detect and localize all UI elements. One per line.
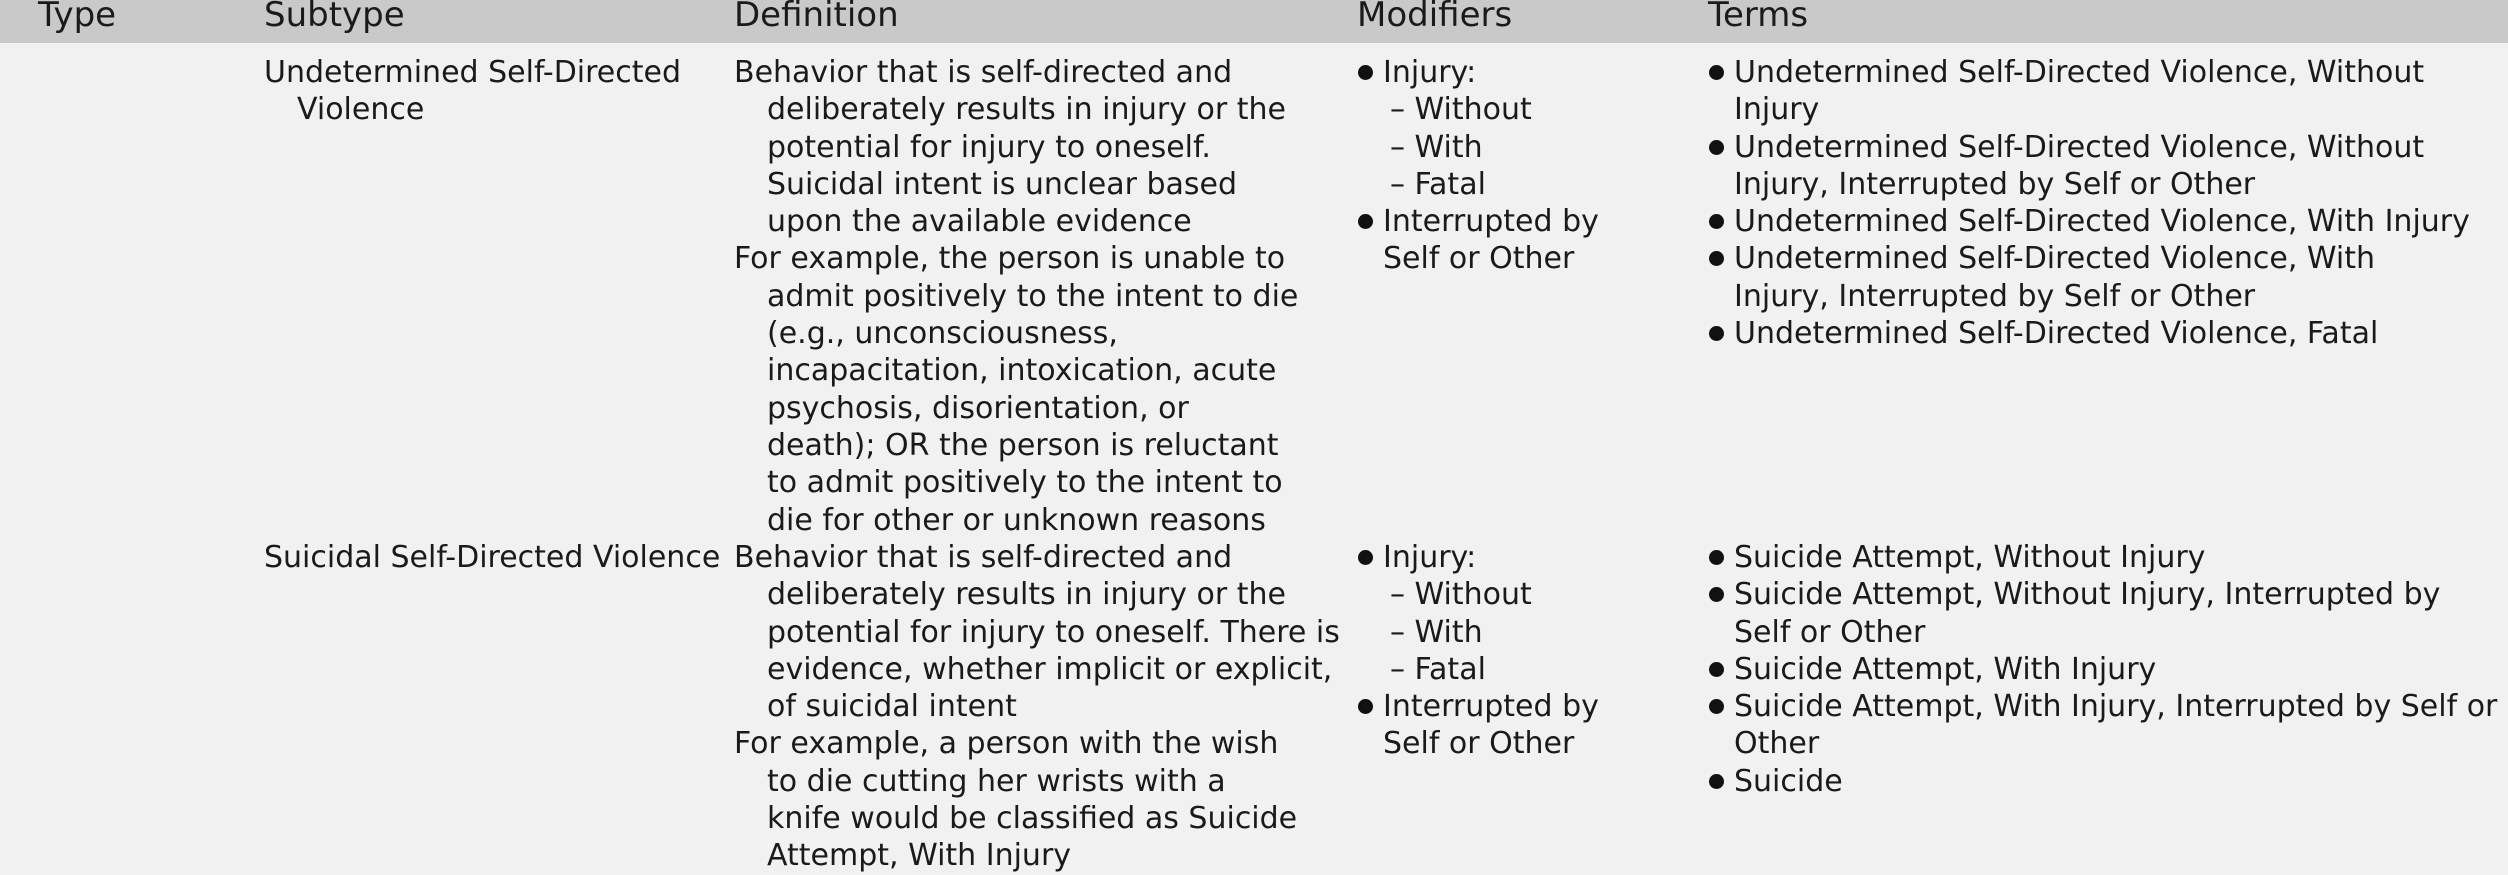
- cell-definition: [734, 54, 1304, 539]
- modifier-option: – Without: [1390, 91, 1657, 128]
- subtype-text: Suicidal Self-Directed Violence: [264, 540, 721, 575]
- modifier-injury-label: Injury:: [1383, 55, 1477, 90]
- cell-modifiers: [1357, 54, 1657, 278]
- header-terms: Terms: [1708, 0, 1809, 35]
- modifier-option: – Fatal: [1390, 651, 1657, 688]
- term-item: Suicide Attempt, With Injury, Interrupted by Self or Other: [1708, 688, 2508, 763]
- cell-subtype: [264, 539, 721, 576]
- modifier-option: – With: [1390, 129, 1657, 166]
- modifier-interrupted: Interrupted by Self or Other: [1357, 203, 1633, 278]
- term-item: Undetermined Self-Directed Violence, Without Injury: [1708, 54, 2508, 129]
- modifier-injury: [1357, 539, 1657, 688]
- definition-text: Behavior that is self-directed and deliberately results in injury or the potential for injury to oneself. There is evidence, whether implicit or explicit, of suicidal intent: [734, 540, 1340, 725]
- term-item: Undetermined Self-Directed Violence, Fatal: [1708, 315, 2508, 352]
- cell-modifiers: [1357, 539, 1657, 763]
- term-item: Undetermined Self-Directed Violence, Without Injury, Interrupted by Self or Other: [1708, 129, 2439, 204]
- term-item: Undetermined Self-Directed Violence, With Injury, Interrupted by Self or Other: [1708, 240, 2439, 315]
- definition-example: For example, the person is unable to admit positively to the intent to die (e.g., unconsciousness, incapacitation, intoxication, acute psychosis, disorientation, or death); OR the person is reluctant to admit positively to the intent to die for other or unknown reasons: [734, 241, 1299, 538]
- modifier-option: – With: [1390, 614, 1657, 651]
- term-item: Suicide Attempt, Without Injury, Interrupted by Self or Other: [1708, 576, 2474, 651]
- term-item: Suicide: [1708, 763, 2508, 800]
- cell-terms: [1708, 54, 2508, 352]
- header-subtype: Subtype: [264, 0, 405, 35]
- modifier-option: – Without: [1390, 576, 1657, 613]
- header-modifiers: Modifiers: [1357, 0, 1513, 35]
- header-type: Type: [38, 0, 117, 35]
- header-definition: Definition: [734, 0, 899, 35]
- modifier-option: – Fatal: [1390, 166, 1657, 203]
- table-header: [0, 0, 2508, 43]
- term-item: Suicide Attempt, Without Injury: [1708, 539, 2508, 576]
- term-item: Undetermined Self-Directed Violence, With Injury: [1708, 203, 2508, 240]
- definition-text: Behavior that is self-directed and deliberately results in injury or the potential for injury to oneself. Suicidal intent is unclear based upon the available evidence: [734, 55, 1286, 240]
- modifier-interrupted: Interrupted by Self or Other: [1357, 688, 1633, 763]
- subtype-text: Undetermined Self-Directed Violence: [264, 55, 682, 128]
- cell-subtype: [264, 54, 694, 129]
- definition-example: For example, a person with the wish to die cutting her wrists with a knife would be classified as Suicide Attempt, With Injury: [734, 726, 1298, 874]
- term-item: Suicide Attempt, With Injury: [1708, 651, 2508, 688]
- cell-terms: [1708, 539, 2508, 800]
- cell-definition: [734, 539, 1340, 875]
- modifier-injury: [1357, 54, 1657, 203]
- modifier-injury-label: Injury:: [1383, 540, 1477, 575]
